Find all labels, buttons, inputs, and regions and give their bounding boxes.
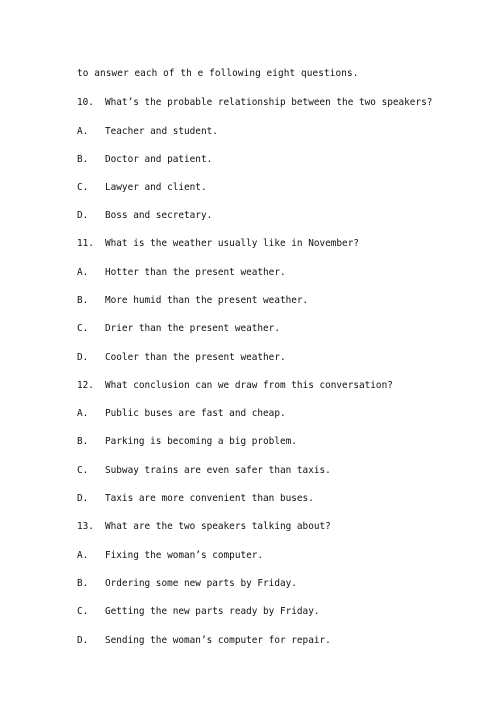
option-13-d <box>77 635 331 647</box>
option-label: A. <box>77 550 89 561</box>
option-text: Taxis are more convenient than buses. <box>105 493 314 504</box>
option-text: Drier than the present weather. <box>105 323 280 334</box>
option-label: D. <box>77 352 89 363</box>
option-11-b <box>77 295 308 307</box>
option-text: Parking is becoming a big problem. <box>105 436 297 447</box>
option-12-d <box>77 493 314 505</box>
question-number: 12. <box>77 380 94 391</box>
option-label: D. <box>77 210 89 221</box>
option-10-c <box>77 182 207 194</box>
option-label: D. <box>77 635 89 646</box>
option-12-a <box>77 408 286 420</box>
option-label: A. <box>77 126 89 137</box>
question-prompt: What are the two speakers talking about? <box>105 521 331 532</box>
option-text: Ordering some new parts by Friday. <box>105 578 297 589</box>
option-10-a <box>77 126 218 138</box>
option-10-b <box>77 154 212 166</box>
option-text: Lawyer and client. <box>105 182 207 193</box>
option-label: B. <box>77 436 89 447</box>
option-13-a <box>77 550 263 562</box>
option-text: Teacher and student. <box>105 126 218 137</box>
option-13-b <box>77 578 297 590</box>
option-label: C. <box>77 606 89 617</box>
question-prompt: What is the weather usually like in November? <box>105 238 359 249</box>
question-12 <box>77 380 393 392</box>
option-text: Fixing the woman’s computer. <box>105 550 264 561</box>
option-label: B. <box>77 578 89 589</box>
question-number: 10. <box>77 97 94 108</box>
option-text: Boss and secretary. <box>105 210 213 221</box>
option-text: Getting the new parts ready by Friday. <box>105 606 320 617</box>
option-label: B. <box>77 295 89 306</box>
option-label: C. <box>77 323 89 334</box>
option-11-a <box>77 267 286 279</box>
question-prompt: What conclusion can we draw from this conversation? <box>105 380 393 391</box>
option-13-c <box>77 606 319 618</box>
option-text: Public buses are fast and cheap. <box>105 408 286 419</box>
option-text: Subway trains are even safer than taxis. <box>105 465 331 476</box>
option-label: C. <box>77 465 89 476</box>
intro-text: to answer each of th e following eight questions. <box>77 68 359 79</box>
option-label: B. <box>77 154 89 165</box>
question-10 <box>77 97 432 109</box>
option-label: A. <box>77 267 89 278</box>
option-label: A. <box>77 408 89 419</box>
question-number: 11. <box>77 238 94 249</box>
option-12-c <box>77 465 331 477</box>
question-13 <box>77 521 331 533</box>
option-label: D. <box>77 493 89 504</box>
option-10-d <box>77 210 212 222</box>
option-12-b <box>77 436 297 448</box>
question-11 <box>77 238 359 250</box>
question-prompt: What’s the probable relationship between the two speakers? <box>105 97 433 108</box>
option-11-c <box>77 323 280 335</box>
question-number: 13. <box>77 521 94 532</box>
option-text: More humid than the present weather. <box>105 295 309 306</box>
option-text: Sending the woman’s computer for repair. <box>105 635 331 646</box>
option-text: Hotter than the present weather. <box>105 267 286 278</box>
option-label: C. <box>77 182 89 193</box>
option-text: Doctor and patient. <box>105 154 213 165</box>
option-11-d <box>77 352 286 364</box>
option-text: Cooler than the present weather. <box>105 352 286 363</box>
